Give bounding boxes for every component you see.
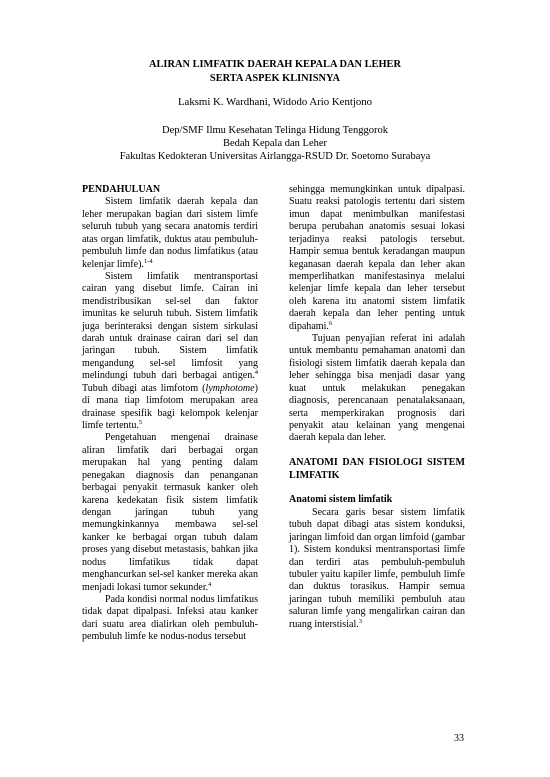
paragraph (289, 507, 465, 631)
subsection-heading: Anatomi sistem limfatik (289, 494, 393, 506)
italic-term: lymphotome (205, 382, 255, 394)
affiliation-line-3: Fakultas Kedokteran Universitas Airlangga-RSUD Dr. Soetomo Surabaya (119, 151, 431, 162)
title-line-2: SERTA ASPEK KLINISNYA (209, 72, 341, 84)
citation: 5 (138, 419, 143, 427)
paragraph-text: Pada kondisi normal nodus limfatikus tidak dapat dipalpasi. Infeksi atau kanker dari suatu area dialirkan oleh pembuluh-pembuluh limfe ke nodus-nodus tersebut (82, 593, 258, 643)
affiliation (0, 124, 550, 163)
paragraph-text: sehingga memungkinkan untuk dipalpasi. Suatu reaksi patologis tertentu dari sistem imun dapat menimbulkan manifestasi berupa perubahan anatomis sesuai lokasi terjadinya reaksi patologis tersebut. Hampir semua bentuk keradangan maupun keganasan daerah kepala dan leher akan memperlihatkan manifestasinya melalui kelenjar limfe kepala dan leher tersebut oleh karena itu anatomi sistem limfatik daerah kepala dan leher penting untuk dipahami. (289, 184, 465, 332)
paragraph-text: Sistem limfatik mentransportasi cairan yang disebut limfe. Cairan ini mendistribusikan sel-sel dan faktor imunitas ke seluruh tubuh. Sistem limfatik juga berinteraksi dengan sistem sirkulasi darah untuk drainase cairan dari sel dan jaringan tubuh. Sistem limfatik mengandung sel-sel limfosit yang melindungi tubuh dari berbagai antigen. (82, 270, 258, 382)
paragraph-text: Secara garis besar sistem limfatik tubuh dapat dibagi atas sistem konduksi, jaringan limfoid dan organ limfoid (gambar 1). Sistem konduksi mentransportasi limfe dan terdiri atas pembuluh-pembuluh tubuler yaitu kapiler limfe, pembuluh limfe dan duktus torasikus. Hampir semua jaringan tubuh memiliki pembuluh atau saluran limfe yang mengalirkan cairan dan ruang interstisial. (289, 506, 465, 630)
paragraph (289, 333, 465, 445)
right-column (289, 184, 465, 631)
affiliation-line-2: Bedah Kepala dan Leher (222, 138, 328, 149)
paragraph-text: Tubuh dibagi atas limfotom ( (82, 382, 206, 394)
paragraph (289, 184, 465, 333)
paragraph-text: Tujuan penyajian referat ini adalah untuk membantu pemahaman anatomi dan fisiologi sistem limfatik daerah kepala dan leher sehingga bisa menjadi dasar yang kuat untuk melakukan penegakan diagnosis, perencanaan penatalaksanaan, serta memperkirakan prognosis dari penyakit atau kelainan yang mengenai daerah kepala dan leher. (289, 333, 465, 444)
paper-title (0, 58, 550, 85)
spacer (289, 482, 465, 494)
citation: 1-4 (143, 257, 153, 265)
paragraph-text: Pengetahuan mengenai drainase aliran limfatik dari berbagai organ merupakan hal yang penting dalam penegakan diagnosis dan penanganan berbagai penyakit termasuk kanker oleh karena kedekatan fisik sistem limfatik dengan jaringan tubuh yang memungkinkannya membawa sel-sel kanker ke berbagai organ tubuh dalam proses yang disebut metastasis, bahkan jika nodus limfatikus tidak dapat menghancurkan sel-sel kanker mereka akan menjadi lokasi tumor sekunder. (82, 432, 258, 593)
paragraph (82, 432, 258, 593)
section-heading-anatomi: ANATOMI DAN FISIOLOGI SISTEM LIMFATIK (289, 457, 465, 481)
section-heading-pendahuluan: PENDAHULUAN (82, 184, 161, 195)
affiliation-line-1: Dep/SMF Ilmu Kesehatan Telinga Hidung Tenggorok (162, 125, 388, 136)
paragraph-text: ) di mana tiap limfotom merupakan area drainase spesifik bagi kelompok kelenjar limfe tertentu. (82, 382, 258, 432)
citation: 4 (208, 580, 212, 588)
spacer (289, 445, 465, 457)
left-column (82, 184, 258, 644)
title-line-1: ALIRAN LIMFATIK DAERAH KEPALA DAN LEHER (149, 59, 401, 70)
paragraph-text: Sistem limfatik daerah kepala dan leher merupakan bagian dari sistem limfe seluruh tubuh yang secara anatomis terdiri atas organ limfatik, duktus atau pembuluh-pembuluh limfe dan nodus limfatikus (atau kelenjar limfe). (82, 196, 258, 270)
citation: 3 (358, 617, 363, 625)
citation: 4 (254, 369, 258, 377)
page-number: 33 (454, 733, 464, 744)
paragraph (82, 271, 258, 432)
author-list: Laksmi K. Wardhani, Widodo Ario Kentjono (177, 96, 373, 108)
paragraph (82, 196, 258, 271)
citation: 6 (328, 319, 333, 327)
paragraph (82, 594, 258, 644)
